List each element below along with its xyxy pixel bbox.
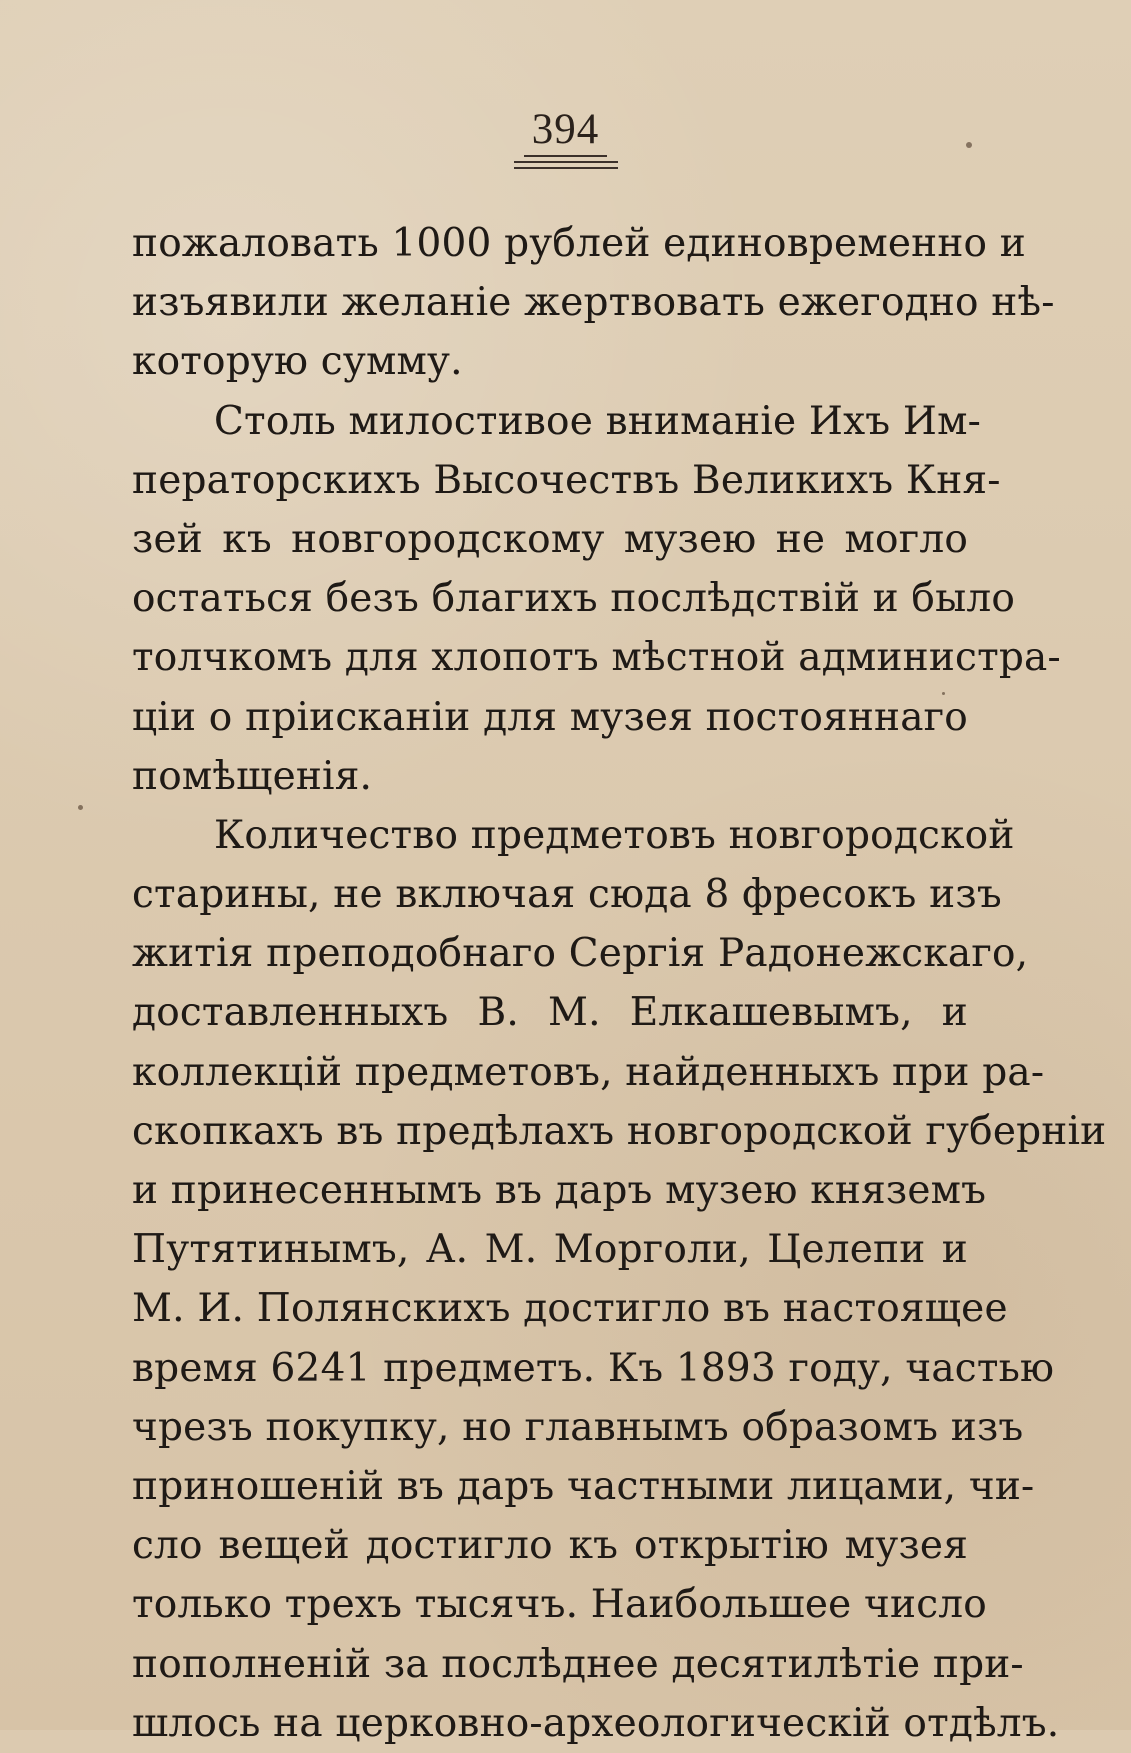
text-line: помѣщенія. [132, 753, 373, 799]
text-line: пополненій за послѣднее десятилѣтіе при- [132, 1641, 1024, 1687]
text-line: только трехъ тысячъ. Наибольшее число [132, 1582, 987, 1628]
text-line: М. И. Полянскихъ достигло въ настоящее [132, 1286, 1008, 1332]
text-line: приношеній въ даръ частными лицами, чи- [132, 1463, 1035, 1509]
text-line: которую сумму. [132, 339, 463, 385]
text-line: Путятинымъ, А. М. Морголи, Целепи и [132, 1227, 968, 1273]
text-line: коллекцій предметовъ, найденныхъ при ра- [132, 1049, 1045, 1095]
text-line: скопкахъ въ предѣлахъ новгородской губерніи [132, 1108, 1107, 1154]
paper-speck [942, 692, 945, 695]
text-line: остаться безъ благихъ послѣдствій и было [132, 576, 1016, 622]
text-line: сло вещей достигло къ открытію музея [132, 1523, 968, 1569]
text-line: шлось на церковно-археологическій отдѣлъ. [132, 1700, 1060, 1746]
text-line: изъявили желаніе жертвовать ежегодно нѣ- [132, 280, 1055, 326]
text-line: пожаловать 1000 рублей единовременно и [132, 221, 1026, 266]
text-line: толчкомъ для хлопотъ мѣстной администра- [132, 635, 1061, 681]
text-line: чрезъ покупку, но главнымъ образомъ изъ [132, 1404, 1024, 1450]
text-line: житія преподобнаго Сергія Радонежскаго, [132, 931, 1029, 977]
page-header [0, 108, 1131, 169]
text-line: зей къ новгородскому музею не могло [132, 516, 968, 562]
text-line: ператорскихъ Высочествъ Великихъ Кня- [132, 457, 1001, 503]
double-rule [514, 161, 618, 169]
paper-speck [966, 142, 972, 148]
text-line: и принесеннымъ въ даръ музею княземъ [132, 1168, 987, 1213]
text-line: Столь милостивое вниманіе Ихъ Им- [214, 398, 982, 444]
paper-speck [78, 805, 83, 810]
text-line: старины, не включая сюда 8 фресокъ изъ [132, 872, 1002, 918]
text-line: Количество предметовъ новгородской [214, 812, 1015, 858]
page-number: 394 [524, 108, 608, 157]
text-line: ціи о пріисканіи для музея постояннаго [132, 694, 968, 740]
body-text [132, 214, 1107, 1753]
text-line: время 6241 предметъ. Къ 1893 году, частью [132, 1345, 1055, 1391]
text-line: доставленныхъ В. М. Елкашевымъ, и [132, 990, 968, 1036]
